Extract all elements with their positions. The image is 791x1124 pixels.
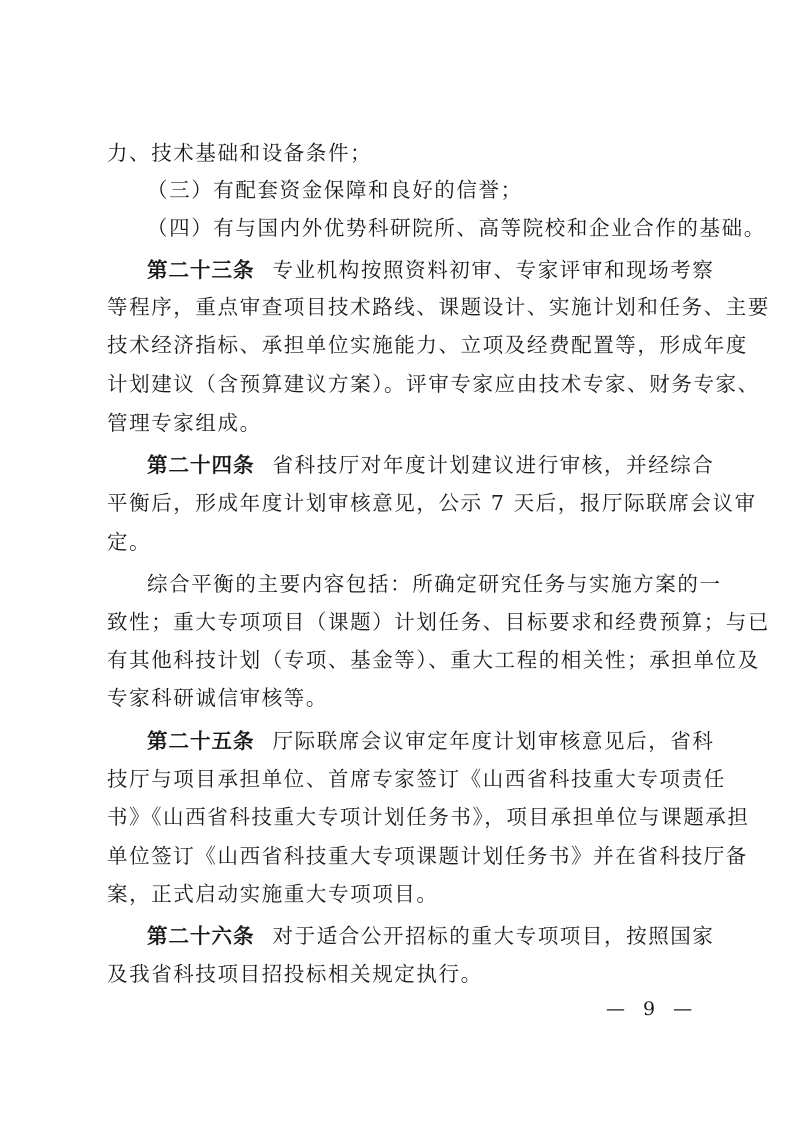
article-number: 第二十六条 [147, 924, 255, 948]
text-line: （四）有与国内外优势科研院所、高等院校和企业合作的基础。 [147, 216, 766, 240]
text-line: 平衡后，形成年度计划审核意见，公示 7 天后，报厅际联席会议审 [107, 491, 757, 515]
text-line: 及我省科技项目招投标相关规定执行。 [107, 962, 483, 986]
text-line: 力、技术基础和设备条件； [107, 141, 373, 165]
text-line: 致性；重大专项项目（课题）计划任务、目标要求和经费预算；与已 [107, 610, 770, 634]
text-line: 等程序，重点审查项目技术路线、课题设计、实施计划和任务、主要 [107, 295, 770, 319]
article-number: 第二十三条 [147, 258, 255, 282]
article-line: 第二十三条 专业机构按照资料初审、专家评审和现场考察 [147, 258, 715, 282]
text-line: 专家科研诚信审核等。 [107, 686, 328, 710]
page-number: — 9 — [606, 998, 699, 1020]
text-line: （三）有配套资金保障和良好的信誉； [147, 178, 523, 202]
article-line: 第二十四条 省科技厅对年度计划建议进行审核，并经综合 [147, 453, 715, 477]
text-line: 管理专家组成。 [107, 411, 262, 435]
text-line: 有其他科技计划（专项、基金等）、重大工程的相关性；承担单位及 [107, 648, 760, 672]
text-line: 单位签订《山西省科技重大专项课题计划任务书》并在省科技厅备 [107, 844, 748, 868]
text-line: 定。 [107, 530, 152, 554]
text-line: 计划建议（含预算建议方案）。评审专家应由技术专家、财务专家、 [107, 372, 760, 396]
text-line: 综合平衡的主要内容包括：所确定研究任务与实施方案的一 [147, 572, 722, 596]
text-line: 书》《山西省科技重大专项计划任务书》，项目承担单位与课题承担 [107, 805, 750, 829]
text-line: 案，正式启动实施重大专项项目。 [107, 882, 439, 906]
article-number: 第二十四条 [147, 453, 255, 477]
article-line: 第二十六条 对于适合公开招标的重大专项项目，按照国家 [147, 924, 715, 948]
article-line: 第二十五条 厅际联席会议审定年度计划审核意见后，省科 [147, 729, 715, 753]
article-number: 第二十五条 [147, 729, 255, 753]
text-line: 技厅与项目承担单位、首席专家签订《山西省科技重大专项责任 [107, 767, 726, 791]
text-line: 技术经济指标、承担单位实施能力、立项及经费配置等，形成年度 [107, 333, 748, 357]
